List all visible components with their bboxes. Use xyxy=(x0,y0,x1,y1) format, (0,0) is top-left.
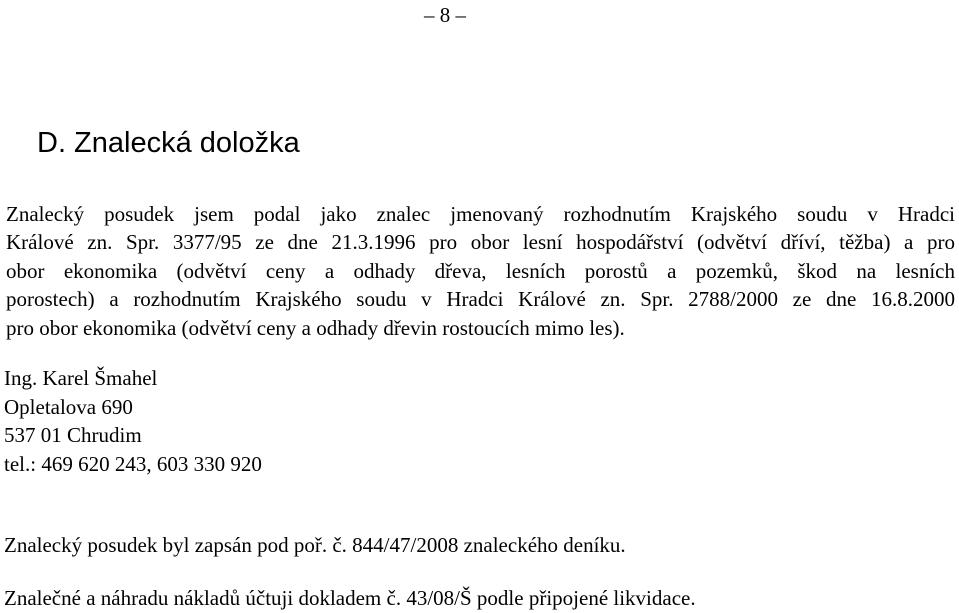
section-heading: D. Znalecká doložka xyxy=(37,127,300,159)
expert-name: Ing. Karel Šmahel xyxy=(4,366,158,390)
fees-note: Znalečné a náhradu nákladů účtuji dokladem č. 43/08/Š podle připojené likvidace. xyxy=(4,586,696,610)
expert-city: 537 01 Chrudim xyxy=(4,423,142,447)
paragraph-line: pro obor ekonomika (odvětví ceny a odhady dřevin rostoucích mimo les). xyxy=(6,315,625,340)
registry-note: Znalecký posudek byl zapsán pod poř. č. 844/47/2008 znaleckého deníku. xyxy=(4,533,626,557)
expert-contact-block xyxy=(4,364,262,478)
paragraph-line: porostech) a rozhodnutím Krajského soudu v Hradci Králové zn. Spr. 2788/2000 ze dne 16.8.2000 xyxy=(6,287,955,312)
paragraph-line: Znalecký posudek jsem podal jako znalec jmenovaný rozhodnutím Krajského soudu v Hradci xyxy=(6,202,955,226)
page-number: – 8 – xyxy=(424,3,466,27)
paragraph-line: obor ekonomika (odvětví ceny a odhady dřeva, lesních porostů a pozemků, škod na lesních xyxy=(6,258,955,283)
expert-phone: tel.: 469 620 243, 603 330 920 xyxy=(4,451,262,476)
paragraph-line: Králové zn. Spr. 3377/95 ze dne 21.3.1996 pro obor lesní hospodářství (odvětví dříví, těžba) a pro xyxy=(6,230,955,255)
expert-clause-paragraph xyxy=(6,200,955,342)
expert-street: Opletalova 690 xyxy=(4,394,133,419)
